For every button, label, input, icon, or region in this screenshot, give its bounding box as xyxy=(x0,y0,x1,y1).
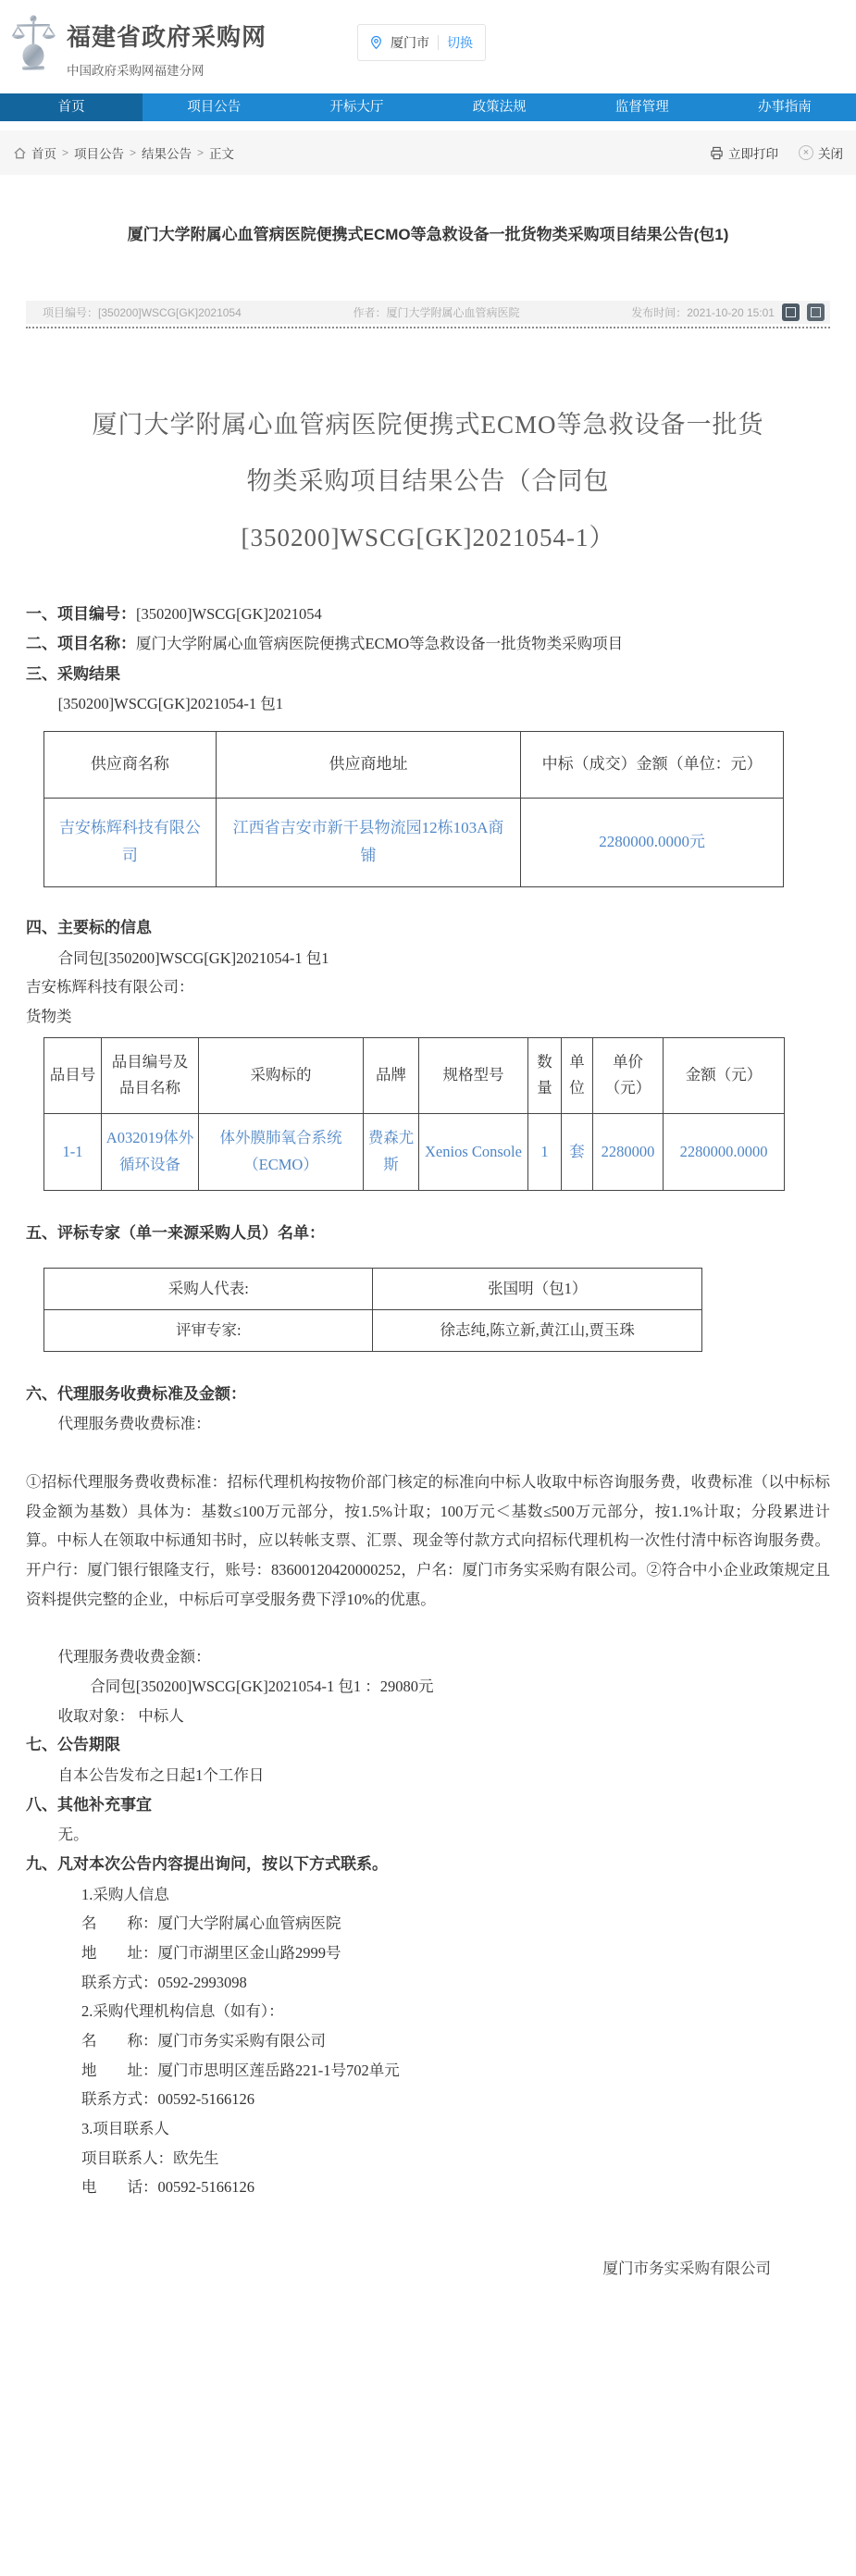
page-title: 厦门大学附属心血管病医院便携式ECMO等急救设备一批货物类采购项目结果公告(包1) xyxy=(127,226,729,243)
table-row xyxy=(44,1268,702,1309)
col-item-no: 品目号 xyxy=(44,1037,102,1114)
announcement-title: 厦门大学附属心血管病医院便携式ECMO等急救设备一批货物类采购项目结果公告（合同包[350200]WSCG[GK]2021054-1） xyxy=(92,411,764,551)
model-cell: Xenios Console xyxy=(419,1114,528,1191)
section-3-heading: 三、采购结果 xyxy=(26,664,120,683)
col-unit-price: 单价（元） xyxy=(593,1037,664,1114)
col-unit: 单位 xyxy=(562,1037,593,1114)
section-7-heading: 七、公告期限 xyxy=(26,1736,120,1754)
home-icon xyxy=(13,146,27,160)
close-icon: × xyxy=(799,145,813,160)
article-meta-bar xyxy=(26,301,830,324)
section-2-value: 厦门大学附属心血管病医院便携式ECMO等急救设备一批货物类采购项目 xyxy=(136,635,624,653)
nav-item-service-guide[interactable]: 办事指南 xyxy=(757,100,812,115)
breadcrumb-result-announcements[interactable]: 结果公告 xyxy=(142,147,192,161)
experts-value-cell: 徐志纯,陈立新,黄江山,贾玉珠 xyxy=(373,1309,702,1351)
meta-author-label: 作者： xyxy=(353,306,387,320)
section-4-supplier-line: 吉安栋辉科技有限公司： xyxy=(26,978,194,997)
document-body xyxy=(0,397,856,2283)
section-4-heading: 四、主要标的信息 xyxy=(26,918,152,936)
contact-line: 联系方式：00592-5166126 xyxy=(81,2090,254,2109)
breadcrumb-separator: > xyxy=(62,146,69,159)
supplier-name-cell: 吉安栋辉科技有限公司 xyxy=(44,798,217,886)
close-button[interactable] xyxy=(799,143,843,162)
meta-time-label: 发布时间： xyxy=(631,306,688,320)
contact-line: 1.采购人信息 xyxy=(81,1885,169,1903)
nav-item-project-announcements[interactable]: 项目公告 xyxy=(187,100,242,115)
switch-city-link[interactable]: 切换 xyxy=(447,35,474,50)
col-supplier-name: 供应商名称 xyxy=(44,732,217,799)
procurement-result-table xyxy=(43,731,784,887)
agency-fee-amount-label: 代理服务费收费金额： xyxy=(57,1648,211,1666)
contact-line: 地 址：厦门市湖里区金山路2999号 xyxy=(81,1944,341,1963)
meta-project-value: [350200]WSCG[GK]2021054 xyxy=(98,306,242,320)
nav-item-home[interactable]: 首页 xyxy=(0,93,143,121)
meta-right-group xyxy=(631,303,825,321)
goods-detail-table xyxy=(43,1037,785,1192)
nav-item-bid-opening-hall[interactable]: 开标大厅 xyxy=(329,100,384,115)
share-weibo-icon[interactable] xyxy=(807,303,825,321)
brand-cell: 费森尤斯 xyxy=(364,1114,419,1191)
section-7-value: 自本公告发布之日起1个工作日 xyxy=(57,1766,265,1785)
table-row xyxy=(44,1114,785,1191)
contact-line: 名 称：厦门市务实采购有限公司 xyxy=(81,2032,326,2050)
col-quantity: 数量 xyxy=(528,1037,562,1114)
nav-item-supervision[interactable]: 监督管理 xyxy=(614,100,669,115)
breadcrumb-actions xyxy=(710,143,843,162)
current-city-label: 厦门市 xyxy=(391,35,430,50)
experts-label-cell: 评审专家: xyxy=(44,1309,373,1351)
print-label: 立即打印 xyxy=(728,147,778,161)
item-no-cell: 1-1 xyxy=(44,1114,102,1191)
table-row xyxy=(44,1309,702,1351)
section-4-category-line: 货物类 xyxy=(26,1007,72,1025)
contact-line: 地 址：厦门市思明区莲岳路221-1号702单元 xyxy=(81,2061,400,2079)
share-wechat-icon[interactable] xyxy=(782,303,800,321)
scales-icon xyxy=(9,13,57,70)
meta-publish-time xyxy=(631,304,775,320)
location-pin-icon xyxy=(370,35,382,50)
purchaser-rep-label-cell: 采购人代表: xyxy=(44,1268,373,1309)
site-title: 福建省政府采购网 xyxy=(67,23,267,51)
table-header-row xyxy=(44,732,784,799)
meta-time-value: 2021-10-20 15:01 xyxy=(687,306,775,320)
main-nav xyxy=(0,93,856,121)
city-selector xyxy=(357,24,486,61)
breadcrumb-project-announcements[interactable]: 项目公告 xyxy=(74,147,125,161)
contact-line: 名 称：厦门大学附属心血管病医院 xyxy=(81,1914,341,1933)
section-1-label: 一、项目编号： xyxy=(26,604,136,623)
meta-project-label: 项目编号： xyxy=(43,306,99,320)
meta-project-no xyxy=(43,304,242,320)
article-meta-wrapper xyxy=(26,301,830,328)
purchaser-rep-value-cell: 张国明（包1） xyxy=(373,1268,702,1309)
agency-fee-standard-paragraph: ①招标代理服务费收费标准：招标代理机构按物价部门核定的标准向中标人收取中标咨询服务费，收费标准（以中标标段金额为基数）具体为：基数≤100万元部分，按1.5%计取；100万元＜基数≤500万元部分，按1.1%计取；分段累进计算。中标人在领取中标通知书时，应以转帐支票、汇票、现金等付款方式向招标代理机构一次性付清中标咨询服务费。 开户行：厦门银行银隆支行，账号：83600120420000252，户名：厦门市务实采购有限公司。②符合中小企业政策规定且资料提供完整的企业，中标后可享受服务费下浮10%的优惠。 xyxy=(26,1473,830,1608)
section-6-heading: 六、代理服务收费标准及金额： xyxy=(26,1384,246,1403)
section-3-package-line: [350200]WSCG[GK]2021054-1 包1 xyxy=(57,695,283,713)
col-amount: 金额（元） xyxy=(664,1037,785,1114)
fee-target-line: 收取对象： 中标人 xyxy=(57,1706,184,1725)
agency-fee-standard-label: 代理服务费收费标准： xyxy=(57,1415,211,1433)
col-procurement-subject: 采购标的 xyxy=(199,1037,364,1114)
col-model: 规格型号 xyxy=(419,1037,528,1114)
city-divider xyxy=(438,35,439,50)
col-brand: 品牌 xyxy=(364,1037,419,1114)
section-4-package-line: 合同包[350200]WSCG[GK]2021054-1 包1 xyxy=(57,948,329,967)
breadcrumb-home[interactable]: 首页 xyxy=(31,147,56,161)
table-header-row xyxy=(44,1037,785,1114)
signature-company: 厦门市务实采购有限公司 xyxy=(602,2260,771,2278)
section-2 xyxy=(26,629,830,660)
site-subtitle: 中国政府采购网福建分网 xyxy=(67,64,205,78)
section-1 xyxy=(26,600,830,630)
breadcrumb-separator: > xyxy=(130,146,137,159)
printer-icon xyxy=(710,146,724,160)
col-item-code-name: 品目编号及品目名称 xyxy=(102,1037,199,1114)
unit-price-cell: 2280000 xyxy=(593,1114,664,1191)
procurement-subject-cell: 体外膜肺氧合系统（ECMO） xyxy=(199,1114,364,1191)
quantity-cell: 1 xyxy=(528,1114,562,1191)
section-8-value: 无。 xyxy=(57,1826,89,1844)
breadcrumb-current: 正文 xyxy=(209,147,235,161)
site-identity xyxy=(67,13,267,79)
item-code-name-cell: A032019体外循环设备 xyxy=(102,1114,199,1191)
meta-author xyxy=(353,304,519,320)
contact-line: 3.项目联系人 xyxy=(81,2120,169,2138)
col-supplier-address: 供应商地址 xyxy=(216,732,521,799)
contact-line: 2.采购代理机构信息（如有）： xyxy=(81,2002,284,2021)
section-1-value: [350200]WSCG[GK]2021054 xyxy=(136,604,322,623)
meta-author-value: 厦门大学附属心血管病医院 xyxy=(386,306,520,320)
table-row xyxy=(44,798,784,886)
section-8-heading: 八、其他补充事宜 xyxy=(26,1795,152,1814)
contact-line: 项目联系人：欧先生 xyxy=(81,2149,219,2167)
section-9-heading: 九、凡对本次公告内容提出询问，按以下方式联系。 xyxy=(26,1855,388,1874)
agency-fee-amount-line: 合同包[350200]WSCG[GK]2021054-1 包1 ：29080元 xyxy=(90,1678,434,1696)
breadcrumb-bar xyxy=(0,130,856,175)
announcement-content xyxy=(26,600,830,2284)
amount-cell: 2280000.0000 xyxy=(664,1114,785,1191)
section-2-label: 二、项目名称： xyxy=(26,635,136,653)
experts-table xyxy=(43,1268,702,1352)
close-label: 关闭 xyxy=(818,147,843,161)
award-amount-cell: 2280000.0000元 xyxy=(521,798,784,886)
contact-line: 电 话：00592-5166126 xyxy=(81,2178,254,2197)
contact-line: 联系方式：0592-2993098 xyxy=(81,1973,247,1991)
print-button[interactable] xyxy=(710,143,778,162)
section-5-heading: 五、评标专家（单一来源采购人员）名单： xyxy=(26,1224,325,1243)
unit-cell: 套 xyxy=(562,1114,593,1191)
site-header xyxy=(0,0,856,93)
breadcrumb-separator: > xyxy=(197,146,205,159)
site-logo xyxy=(9,13,57,70)
col-award-amount: 中标（成交）金额（单位：元） xyxy=(521,732,784,799)
supplier-address-cell: 江西省吉安市新干县物流园12栋103A商铺 xyxy=(216,798,521,886)
nav-item-policies[interactable]: 政策法规 xyxy=(472,100,527,115)
